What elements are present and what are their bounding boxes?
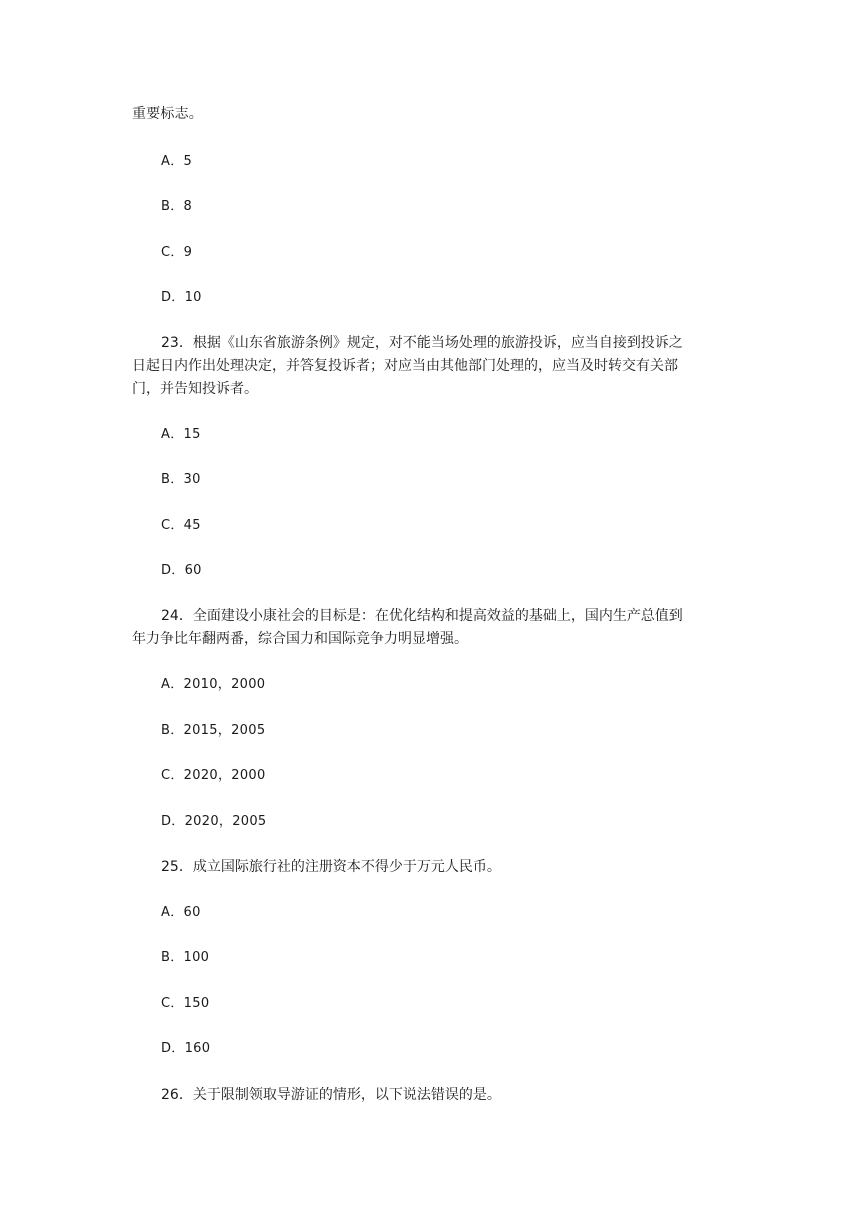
q25-option-b: B．100: [161, 950, 210, 965]
q24-option-a: A．2010，2000: [161, 677, 266, 692]
q22-option-c: C．9: [161, 245, 193, 260]
q24-line-1: 24．全面建设小康社会的目标是：在优化结构和提高效益的基础上，国内生产总值到: [161, 608, 683, 624]
q25-option-a: A．60: [161, 905, 201, 920]
q23-line-1: 23．根据《山东省旅游条例》规定，对不能当场处理的旅游投诉，应当自接到投诉之: [161, 335, 683, 351]
q22-option-d: D．10: [161, 290, 202, 305]
q23-option-c: C．45: [161, 518, 201, 533]
q23-option-a: A．15: [161, 427, 201, 442]
previous-question-tail: 重要标志。: [132, 106, 203, 122]
q23-line-3: 门，并告知投诉者。: [132, 381, 258, 397]
q22-option-a: A．5: [161, 154, 193, 169]
q24-line-2: 年力争比年翻两番，综合国力和国际竞争力明显增强。: [132, 631, 468, 647]
q22-option-b: B．8: [161, 199, 193, 214]
q24-option-c: C．2020，2000: [161, 768, 266, 783]
q23-option-d: D．60: [161, 563, 202, 578]
q25-option-c: C．150: [161, 996, 210, 1011]
q23-line-2: 日起日内作出处理决定，并答复投诉者；对应当由其他部门处理的，应当及时转交有关部: [132, 358, 678, 374]
q25-option-d: D．160: [161, 1041, 211, 1056]
q25-line-1: 25．成立国际旅行社的注册资本不得少于万元人民币。: [161, 859, 501, 875]
q26-line-1: 26．关于限制领取导游证的情形，以下说法错误的是。: [161, 1087, 501, 1103]
q24-option-d: D．2020，2005: [161, 814, 267, 829]
q24-option-b: B．2015，2005: [161, 723, 266, 738]
q23-option-b: B．30: [161, 472, 201, 487]
